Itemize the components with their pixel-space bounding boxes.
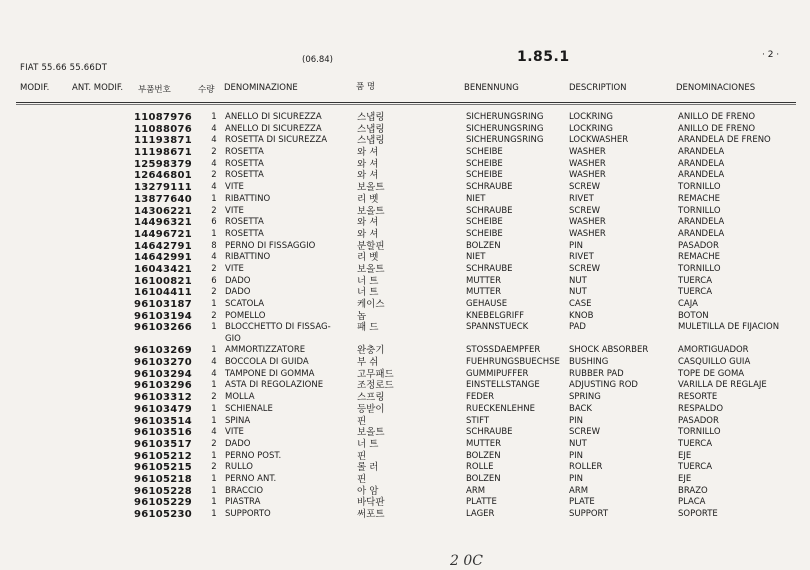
quantity: 2 <box>211 310 217 321</box>
quantity: 4 <box>211 357 217 368</box>
english-name: ARM <box>569 485 589 496</box>
english-name: LOCKWASHER <box>569 135 629 146</box>
italian-name: ROSETTA <box>225 217 264 228</box>
korean-name: 고무패드 <box>357 368 394 380</box>
spanish-name: ARANDELA DE FRENO <box>678 135 771 146</box>
german-name: SCHEIBE <box>466 217 503 228</box>
spanish-name: TORNILLO <box>678 427 721 438</box>
quantity: 4 <box>211 427 217 438</box>
italian-name: RIBATTINO <box>225 193 271 204</box>
korean-name: 써포트 <box>357 509 385 520</box>
english-name: WASHER <box>569 147 606 158</box>
table-row <box>0 112 810 124</box>
spanish-name: ARANDELA <box>678 147 725 158</box>
german-name: SCHRAUBE <box>466 427 513 438</box>
german-name: BOLZEN <box>466 450 501 461</box>
english-name: SCREW <box>569 205 601 216</box>
korean-name: 부 쉬 <box>357 357 379 369</box>
quantity: 1 <box>211 415 217 426</box>
part-number: 12598379 <box>134 158 193 170</box>
col-modif: MODIF. <box>20 83 50 93</box>
spanish-name: AMORTIGUADOR <box>678 345 749 356</box>
col-benennung: BENENNUNG <box>464 83 519 93</box>
col-denominaciones: DENOMINACIONES <box>676 83 756 93</box>
table-row <box>0 124 810 136</box>
korean-name: 패 드 <box>357 322 379 334</box>
korean-name: 완충기 <box>357 345 385 357</box>
german-name: STIFT <box>466 415 490 426</box>
table-row <box>0 264 810 276</box>
english-name: PIN <box>569 473 583 484</box>
korean-name: 핀 <box>357 415 367 427</box>
german-name: NIET <box>466 252 486 263</box>
spanish-name: TOPE DE GOMA <box>678 368 745 379</box>
part-number: 11193871 <box>134 135 193 147</box>
italian-name: BRACCIO <box>225 485 264 496</box>
german-name: EINSTELLSTANGE <box>466 380 540 391</box>
table-row <box>0 486 810 498</box>
italian-name: VITE <box>225 427 244 438</box>
part-number: 96103517 <box>134 438 193 450</box>
italian-name: MOLLA <box>225 392 255 403</box>
german-name: SCHRAUBE <box>466 182 513 193</box>
korean-name: 놉 <box>357 310 367 322</box>
part-number: 16043421 <box>134 263 193 275</box>
spanish-name: TUERCA <box>678 462 713 473</box>
italian-name: AMMORTIZZATORE <box>225 345 306 356</box>
table-row <box>0 159 810 171</box>
english-name: RIVET <box>569 193 594 204</box>
quantity: 1 <box>211 497 217 508</box>
table-row <box>0 229 810 241</box>
table-row <box>0 217 810 229</box>
table-row <box>0 311 810 323</box>
german-name: SICHERUNGSRING <box>466 112 544 122</box>
english-name: WASHER <box>569 228 606 239</box>
german-name: LAGER <box>466 509 495 519</box>
german-name: STOSSDAEMPFER <box>466 345 541 356</box>
german-name: PLATTE <box>466 497 497 508</box>
italian-name: VITE <box>225 205 244 216</box>
table-row <box>0 147 810 159</box>
korean-name: 보올트 <box>357 427 385 439</box>
german-name: SICHERUNGSRING <box>466 123 544 134</box>
korean-name: 바닥판 <box>357 497 385 509</box>
table-row <box>0 357 810 369</box>
english-name: CASE <box>569 299 592 309</box>
col-denominazione: DENOMINAZIONE <box>224 83 298 93</box>
catalog-date: (06.84) <box>302 55 333 65</box>
quantity: 1 <box>211 485 217 496</box>
english-name: ROLLER <box>569 462 603 473</box>
italian-name: ANELLO DI SICUREZZA <box>225 123 322 134</box>
part-number: 96103294 <box>134 368 193 380</box>
quantity: 2 <box>211 147 217 158</box>
german-name: FEDER <box>466 392 495 403</box>
korean-name: 스냅링 <box>357 112 385 123</box>
quantity: 6 <box>211 217 217 228</box>
spanish-name: EJE <box>678 450 692 461</box>
part-number: 11088076 <box>134 123 193 135</box>
quantity: 1 <box>211 403 217 414</box>
italian-name: SCATOLA <box>225 299 265 309</box>
part-number: 14496721 <box>134 228 193 240</box>
italian-name: DADO <box>225 287 251 298</box>
german-name: SCHRAUBE <box>466 263 513 274</box>
korean-name: 조정로드 <box>357 380 394 392</box>
italian-name: ROSETTA DI SICUREZZA <box>225 135 328 146</box>
spanish-name: TORNILLO <box>678 205 721 216</box>
korean-name: 스프링 <box>357 392 385 404</box>
italian-name: POMELLO <box>225 310 266 321</box>
table-row <box>0 345 810 357</box>
table-row <box>0 322 810 345</box>
german-name: ROLLE <box>466 462 494 473</box>
korean-name: 와 셔 <box>357 228 379 240</box>
italian-name: ROSETTA <box>225 170 264 181</box>
part-number: 12646801 <box>134 170 193 182</box>
italian-name: SCHIENALE <box>225 403 273 414</box>
quantity: 4 <box>211 368 217 379</box>
italian-name: RULLO <box>225 462 253 473</box>
english-name: SCREW <box>569 263 601 274</box>
korean-name: 아 암 <box>357 485 379 497</box>
part-number: 96103270 <box>134 357 193 369</box>
korean-name: 리 벳 <box>357 252 379 264</box>
table-row <box>0 206 810 218</box>
english-name: SCREW <box>569 182 601 193</box>
italian-name: ASTA DI REGOLAZIONE <box>225 380 324 391</box>
quantity: 4 <box>211 158 217 169</box>
model-title: FIAT 55.66 55.66DT <box>20 63 108 73</box>
spanish-name: RESPALDO <box>678 403 724 414</box>
german-name: SCHRAUBE <box>466 205 513 216</box>
part-number: 96103266 <box>134 322 193 334</box>
german-name: MUTTER <box>466 438 502 449</box>
handwritten-note: 2 0C <box>450 553 483 569</box>
german-name: NIET <box>466 193 486 204</box>
col-quantity: 수량 <box>198 85 215 95</box>
english-name: WASHER <box>569 158 606 169</box>
german-name: KNEBELGRIFF <box>466 310 525 321</box>
spanish-name: ARANDELA <box>678 217 725 228</box>
spanish-name: ANILLO DE FRENO <box>678 112 756 122</box>
italian-name: PIASTRA <box>225 497 261 508</box>
part-number: 96103479 <box>134 403 193 415</box>
parts-list <box>0 112 810 521</box>
spanish-name: RESORTE <box>678 392 718 403</box>
english-name: RUBBER PAD <box>569 368 624 379</box>
korean-name: 와 셔 <box>357 147 379 159</box>
korean-name: 보올트 <box>357 182 385 194</box>
spanish-name: VARILLA DE REGLAJE <box>678 380 767 391</box>
table-row <box>0 135 810 147</box>
english-name: LOCKRING <box>569 112 613 122</box>
korean-name: 케이스 <box>357 299 385 310</box>
quantity: 1 <box>211 193 217 204</box>
quantity: 1 <box>211 345 217 356</box>
quantity: 4 <box>211 123 217 134</box>
german-name: SPANNSTUECK <box>466 322 529 333</box>
italian-name: BLOCCHETTO DI FISSAG-GIO <box>225 322 331 344</box>
table-row <box>0 299 810 311</box>
quantity: 2 <box>211 263 217 274</box>
spanish-name: MULETILLA DE FIJACION <box>678 322 780 333</box>
german-name: MUTTER <box>466 275 502 286</box>
korean-name: 너 트 <box>357 287 379 299</box>
english-name: SPRING <box>569 392 601 403</box>
italian-name: ROSETTA <box>225 158 264 169</box>
quantity: 1 <box>211 228 217 239</box>
german-name: SICHERUNGSRING <box>466 135 544 146</box>
italian-name: SUPPORTO <box>225 509 271 519</box>
table-row <box>0 474 810 486</box>
part-number: 96105212 <box>134 450 193 462</box>
header-rule-secondary <box>16 104 796 105</box>
korean-name: 핀 <box>357 450 367 462</box>
spanish-name: BRAZO <box>678 485 708 496</box>
quantity: 4 <box>211 182 217 193</box>
korean-name: 보올트 <box>357 263 385 275</box>
quantity: 1 <box>211 473 217 484</box>
table-row <box>0 497 810 509</box>
italian-name: PERNO DI FISSAGGIO <box>225 240 316 251</box>
english-name: ADJUSTING ROD <box>569 380 638 391</box>
spanish-name: TUERCA <box>678 438 713 449</box>
english-name: SUPPORT <box>569 509 609 519</box>
spanish-name: REMACHE <box>678 252 720 263</box>
spanish-name: ARANDELA <box>678 228 725 239</box>
quantity: 1 <box>211 322 217 333</box>
table-row <box>0 252 810 264</box>
part-number: 96103296 <box>134 380 193 392</box>
col-korean-name: 품 명 <box>356 82 376 92</box>
part-number: 96103269 <box>134 345 193 357</box>
quantity: 8 <box>211 240 217 251</box>
quantity: 2 <box>211 462 217 473</box>
column-header-row <box>0 80 810 100</box>
col-description: DESCRIPTION <box>569 83 627 93</box>
part-number: 96105230 <box>134 509 193 520</box>
table-row <box>0 451 810 463</box>
korean-name: 롤 러 <box>357 462 379 474</box>
table-row <box>0 241 810 253</box>
spanish-name: SOPORTE <box>678 509 718 519</box>
italian-name: PERNO ANT. <box>225 473 277 484</box>
table-row <box>0 182 810 194</box>
german-name: ARM <box>466 485 486 496</box>
korean-name: 와 셔 <box>357 217 379 229</box>
part-number: 14496321 <box>134 217 193 229</box>
italian-name: ROSETTA <box>225 147 264 158</box>
german-name: SCHEIBE <box>466 158 503 169</box>
quantity: 1 <box>211 112 217 122</box>
english-name: PIN <box>569 450 583 461</box>
german-name: GEHAUSE <box>466 299 508 309</box>
italian-name: DADO <box>225 275 251 286</box>
spanish-name: PLACA <box>678 497 706 508</box>
part-number: 11087976 <box>134 112 193 123</box>
spanish-name: REMACHE <box>678 193 720 204</box>
section-number: 1.85.1 <box>517 49 570 65</box>
table-row <box>0 462 810 474</box>
part-number: 96103187 <box>134 299 193 310</box>
part-number: 11198671 <box>134 147 193 159</box>
english-name: WASHER <box>569 170 606 181</box>
italian-name: PERNO POST. <box>225 450 282 461</box>
german-name: GUMMIPUFFER <box>466 368 529 379</box>
page-number: · 2 · <box>762 50 780 60</box>
korean-name: 와 셔 <box>357 158 379 170</box>
part-number: 14642991 <box>134 252 193 264</box>
quantity: 1 <box>211 299 217 309</box>
table-row <box>0 276 810 288</box>
quantity: 1 <box>211 450 217 461</box>
spanish-name: CAJA <box>678 299 698 309</box>
part-number: 96105229 <box>134 497 193 509</box>
german-name: SCHEIBE <box>466 228 503 239</box>
table-row <box>0 427 810 439</box>
table-row <box>0 194 810 206</box>
korean-name: 너 트 <box>357 275 379 287</box>
quantity: 4 <box>211 252 217 263</box>
part-number: 16104411 <box>134 287 193 299</box>
part-number: 96103194 <box>134 310 193 322</box>
english-name: WASHER <box>569 217 606 228</box>
quantity: 1 <box>211 380 217 391</box>
italian-name: RIBATTINO <box>225 252 271 263</box>
english-name: PLATE <box>569 497 595 508</box>
spanish-name: ARANDELA <box>678 170 725 181</box>
spanish-name: EJE <box>678 473 692 484</box>
english-name: RIVET <box>569 252 594 263</box>
part-number: 13279111 <box>134 182 193 194</box>
korean-name: 너 트 <box>357 438 379 450</box>
german-name: SCHEIBE <box>466 147 503 158</box>
english-name: PAD <box>569 322 586 333</box>
table-row <box>0 369 810 381</box>
italian-name: BOCCOLA DI GUIDA <box>225 357 309 368</box>
spanish-name: TORNILLO <box>678 182 721 193</box>
spanish-name: TUERCA <box>678 275 713 286</box>
table-row <box>0 509 810 521</box>
spanish-name: ANILLO DE FRENO <box>678 123 756 134</box>
italian-name: ROSETTA <box>225 228 264 239</box>
english-name: KNOB <box>569 310 594 321</box>
part-number: 96103514 <box>134 415 193 427</box>
korean-name: 스냅링 <box>357 123 385 135</box>
spanish-name: PASADOR <box>678 415 719 426</box>
spanish-name: PASADOR <box>678 240 719 251</box>
italian-name: DADO <box>225 438 251 449</box>
italian-name: VITE <box>225 182 244 193</box>
table-row <box>0 287 810 299</box>
part-number: 96103312 <box>134 392 193 404</box>
korean-name: 스냅링 <box>357 135 385 147</box>
italian-name: TAMPONE DI GOMMA <box>225 368 315 379</box>
part-number: 16100821 <box>134 275 193 287</box>
table-row <box>0 380 810 392</box>
quantity: 6 <box>211 275 217 286</box>
quantity: 2 <box>211 438 217 449</box>
part-number: 14306221 <box>134 205 193 217</box>
table-row <box>0 439 810 451</box>
korean-name: 분할핀 <box>357 240 385 252</box>
part-number: 13877640 <box>134 193 193 205</box>
part-number: 96105228 <box>134 485 193 497</box>
english-name: PIN <box>569 415 583 426</box>
table-row <box>0 170 810 182</box>
table-row <box>0 416 810 428</box>
korean-name: 핀 <box>357 473 367 485</box>
english-name: NUT <box>569 275 587 286</box>
korean-name: 등받이 <box>357 403 385 415</box>
english-name: SHOCK ABSORBER <box>569 345 649 356</box>
german-name: BOLZEN <box>466 473 501 484</box>
english-name: SCREW <box>569 427 601 438</box>
col-part-number: 부품번호 <box>138 85 171 95</box>
quantity: 1 <box>211 509 217 519</box>
quantity: 2 <box>211 392 217 403</box>
part-number: 96105215 <box>134 462 193 474</box>
quantity: 2 <box>211 287 217 298</box>
english-name: BACK <box>569 403 593 414</box>
quantity: 2 <box>211 170 217 181</box>
spanish-name: TUERCA <box>678 287 713 298</box>
part-number: 96103516 <box>134 427 193 439</box>
part-number: 96105218 <box>134 473 193 485</box>
header-rule <box>16 102 796 103</box>
quantity: 4 <box>211 135 217 146</box>
italian-name: SPINA <box>225 415 251 426</box>
korean-name: 와 셔 <box>357 170 379 182</box>
german-name: SCHEIBE <box>466 170 503 181</box>
table-row <box>0 404 810 416</box>
german-name: MUTTER <box>466 287 502 298</box>
part-number: 14642791 <box>134 240 193 252</box>
spanish-name: BOTON <box>678 310 709 321</box>
english-name: NUT <box>569 438 587 449</box>
quantity: 2 <box>211 205 217 216</box>
italian-name: ANELLO DI SICUREZZA <box>225 112 322 122</box>
english-name: PIN <box>569 240 583 251</box>
english-name: LOCKRING <box>569 123 613 134</box>
german-name: RUECKENLEHNE <box>466 403 535 414</box>
german-name: FUEHRUNGSBUECHSE <box>466 357 560 368</box>
spanish-name: TORNILLO <box>678 263 721 274</box>
spanish-name: CASQUILLO GUIA <box>678 357 751 368</box>
italian-name: VITE <box>225 263 244 274</box>
table-row <box>0 392 810 404</box>
english-name: NUT <box>569 287 587 298</box>
col-ant-modif: ANT. MODIF. <box>72 83 124 93</box>
german-name: BOLZEN <box>466 240 501 251</box>
spanish-name: ARANDELA <box>678 158 725 169</box>
english-name: BUSHING <box>569 357 609 368</box>
korean-name: 보올트 <box>357 205 385 217</box>
korean-name: 리 벳 <box>357 193 379 205</box>
